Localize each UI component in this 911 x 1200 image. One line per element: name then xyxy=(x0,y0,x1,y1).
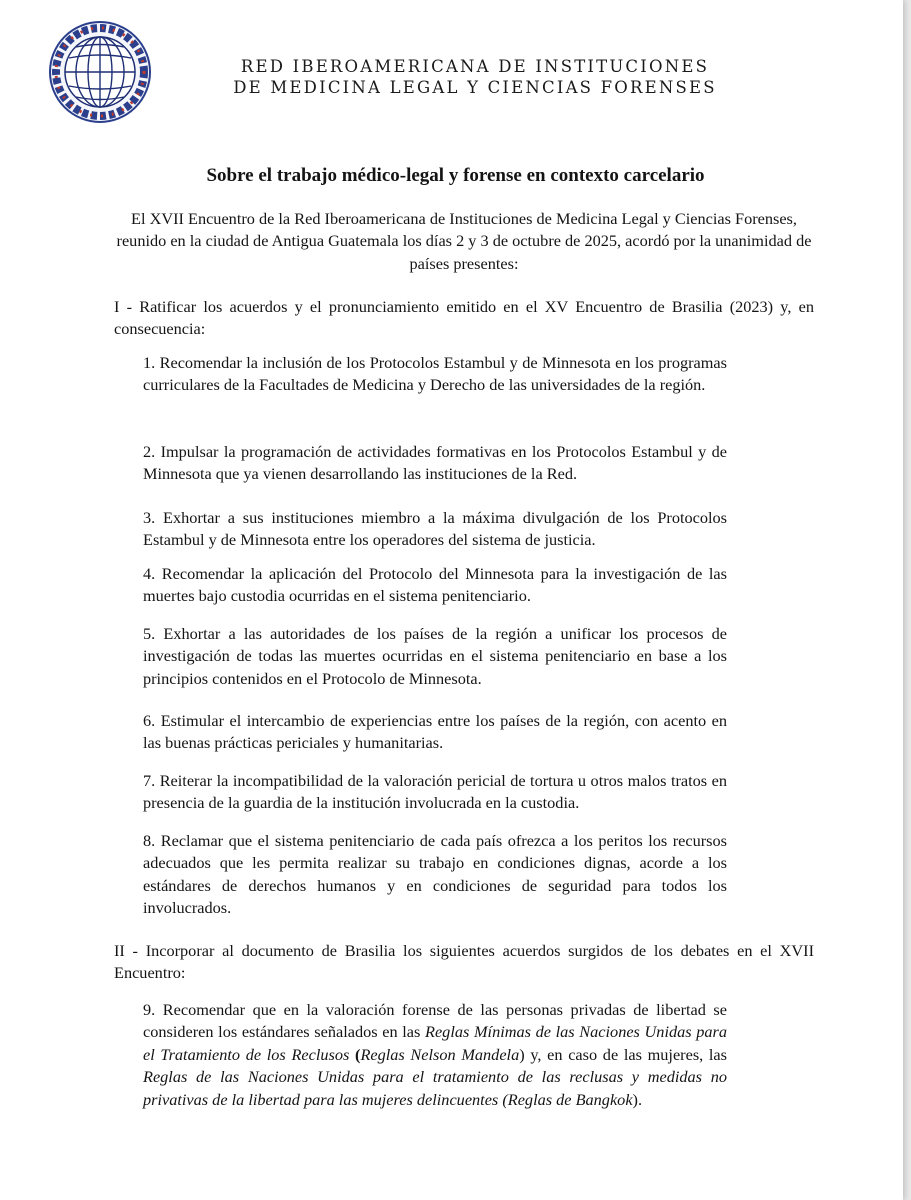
section-1-heading xyxy=(114,296,814,341)
list-item-4 xyxy=(143,563,727,608)
item-9-reglas-minimas: Reglas Mínimas de las Naciones Unidas para el Tratamiento de los Reclusos xyxy=(143,1022,727,1064)
organization-name xyxy=(170,56,780,98)
section-2-heading xyxy=(114,940,814,985)
list-item-text: 7. Reiterar la incompatibilidad de la valoración pericial de tortura u otros malos tratos en presencia de la guardia de la institución involucrada en la custodia. xyxy=(143,771,727,813)
list-item-8 xyxy=(143,830,727,920)
item-9-text-1: 9. Recomendar que en la valoración forense de las personas privadas de libertad se consideren los estándares señalados en las xyxy=(143,1000,727,1042)
list-item-text xyxy=(143,999,727,1111)
section-2-text: II - Incorporar al documento de Brasilia los siguientes acuerdos surgidos de los debates en el XVII Encuentro: xyxy=(114,941,814,983)
globe-seal-icon xyxy=(48,20,152,124)
intro-paragraph xyxy=(114,208,814,275)
organization-name-line-2: DE MEDICINA LEGAL Y CIENCIAS FORENSES xyxy=(233,78,717,97)
item-9-text-3: ). xyxy=(632,1089,643,1109)
item-9-nelson-mandela: Reglas Nelson Mandela xyxy=(360,1044,520,1064)
item-9-reglas-bangkok: Reglas de las Naciones Unidas para el tratamiento de las reclusas y medidas no privativas de la libertad para las mujeres delincuentes (Reglas de Bangkok xyxy=(143,1067,727,1109)
list-item-1 xyxy=(143,352,727,397)
list-item-9 xyxy=(143,999,727,1111)
list-item-text: 8. Reclamar que el sistema penitenciario de cada país ofrezca a los peritos los recursos adecuados que les permita realizar su trabajo en condiciones dignas, acorde a los estándares de derechos humanos y en condiciones de seguridad para todos los involucrados. xyxy=(143,831,727,918)
list-item-6 xyxy=(143,710,727,755)
list-item-5 xyxy=(143,623,727,690)
list-item-text: 4. Recomendar la aplicación del Protocolo del Minnesota para la investigación de las muertes bajo custodia ocurridas en el sistema penitenciario. xyxy=(143,564,727,606)
list-item-2 xyxy=(143,441,727,486)
item-9-paren: ( xyxy=(349,1044,361,1064)
list-item-text: 3. Exhortar a sus instituciones miembro a la máxima divulgación de los Protocolos Estambul y de Minnesota entre los operadores del sistema de justicia. xyxy=(143,508,727,550)
list-item-text: 6. Estimular el intercambio de experiencias entre los países de la región, con acento en las buenas prácticas periciales y humanitarias. xyxy=(143,711,727,753)
list-item-text: 2. Impulsar la programación de actividades formativas en los Protocolos Estambul y de Minnesota que ya vienen desarrollando las instituciones de la Red. xyxy=(143,442,727,484)
item-9-text-2: ) y, en caso de las mujeres, las xyxy=(519,1044,727,1064)
intro-text: El XVII Encuentro de la Red Iberoamericana de Instituciones de Medicina Legal y Ciencias Forenses, reunido en la ciudad de Antigua Guatemala los días 2 y 3 de octubre de 2025, acordó por la unanimidad de países presentes: xyxy=(116,209,812,273)
section-1-text: I - Ratificar los acuerdos y el pronunciamiento emitido en el XV Encuentro de Brasilia (2023) y, en consecuencia: xyxy=(114,297,814,339)
list-item-text: 1. Recomendar la inclusión de los Protocolos Estambul y de Minnesota en los programas curriculares de la Facultades de Medicina y Derecho de las universidades de la región. xyxy=(143,353,727,395)
organization-name-line-1: RED IBEROAMERICANA DE INSTITUCIONES xyxy=(240,57,710,76)
list-item-3 xyxy=(143,507,727,552)
list-item-text: 5. Exhortar a las autoridades de los países de la región a unificar los procesos de investigación de todas las muertes ocurridas en el sistema penitenciario en base a los principios contenidos en el Protocolo de Minnesota. xyxy=(143,624,727,688)
list-item-7 xyxy=(143,770,727,815)
document-title: Sobre el trabajo médico-legal y forense en contexto carcelario xyxy=(206,165,705,186)
